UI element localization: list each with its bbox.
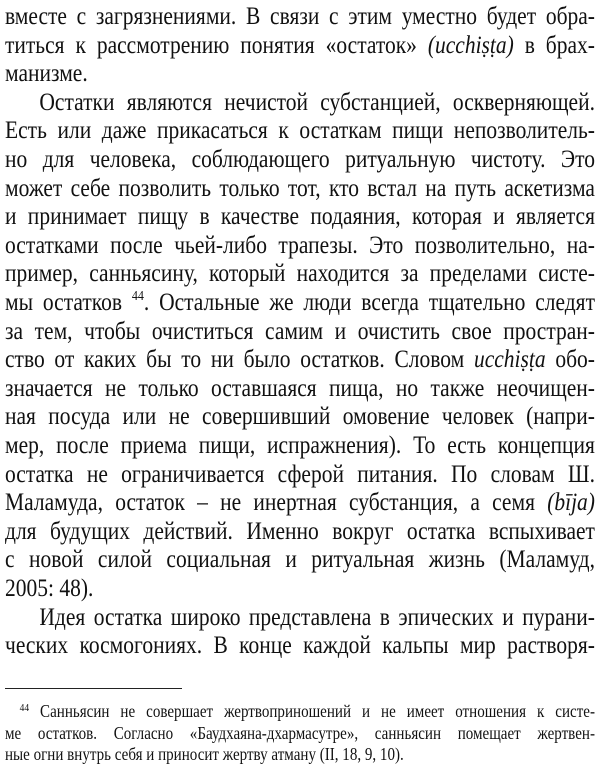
footnote-line xyxy=(5,743,595,765)
text-segment: мы остатков xyxy=(5,289,132,316)
text-segment: ме остатков. Согласно «Баудхаяна-дхармасутре», санньясин помещает жертвен- xyxy=(5,722,595,743)
text-segment: ная посуда или не совершивший омовение человек (напри- xyxy=(5,403,595,431)
text-segment: Идея остатка широко представлена в эпических и пурани- xyxy=(39,603,595,631)
text-line xyxy=(5,629,595,662)
footnote-line xyxy=(5,700,595,722)
text-segment: значается не только оставшаяся пища, но также неочищен- xyxy=(5,374,595,402)
text-segment: с новой силой социальная и ритуальная жизнь (Маламуд, xyxy=(5,546,595,574)
text-segment: ство от каких бы то ни было остатков. Словом xyxy=(5,346,474,374)
text-segment: и принимает пищу в качестве подаяния, которая и является xyxy=(5,203,595,231)
text-segment: Остатки являются нечистой субстанцией, оскверняющей. xyxy=(39,88,595,116)
text-segment: манизме. xyxy=(5,60,88,88)
text-segment: Санньясин не совершает жертвоприношений и не имеет отношения к систе- xyxy=(29,701,595,721)
italic-term: (ucchiṣṭa) xyxy=(427,31,514,59)
footnote-ref: 44 xyxy=(131,289,144,304)
text-segment: пример, санньясину, который находится за пределами систе- xyxy=(5,260,595,288)
text-segment: за тем, чтобы очиститься самим и очистить свое простран- xyxy=(5,317,595,345)
footnote-separator xyxy=(5,688,182,689)
footnote-ref: 44 xyxy=(19,702,30,714)
text-segment: титься к рассмотрению понятия «остаток» xyxy=(5,31,428,59)
text-segment: обо- xyxy=(545,346,595,374)
footnote-line xyxy=(5,722,595,744)
italic-term: ucchiṣṭa xyxy=(473,346,546,374)
text-segment: в брах- xyxy=(513,31,595,59)
text-segment: для будущих действий. Именно вокруг остатка вспыхивает xyxy=(5,517,595,545)
text-segment: Маламуда, остаток – не инертная субстанция, а семя xyxy=(5,489,548,517)
text-segment: может себе позволить только тот, кто встал на путь аскетизма xyxy=(5,174,595,202)
text-segment: . Остальные же люди всегда тщательно следят xyxy=(143,289,595,316)
text-segment: Есть или даже прикасаться к остаткам пищи непозволитель- xyxy=(5,117,595,145)
text-segment: но для человека, соблюдающего ритуальную чистоту. Это xyxy=(5,146,595,173)
text-segment: остатка не ограничивается сферой питания. По словам Ш. xyxy=(5,460,595,488)
text-segment: вместе с загрязнениями. В связи с этим уместно будет обра- xyxy=(5,3,595,30)
text-segment: остатками после чьей-либо трапезы. Это позволительно, на- xyxy=(5,231,595,259)
text-segment: ные огни внутрь себя и приносит жертву атману (II, 18, 9, 10). xyxy=(5,744,404,764)
text-segment: 2005: 48). xyxy=(5,575,94,602)
italic-term: (bīja) xyxy=(547,489,595,517)
text-segment: ческих космогониях. В конце каждой кальпы мир растворя- xyxy=(5,632,595,660)
text-segment: мер, после приема пищи, испражнения). То есть концепция xyxy=(5,432,595,459)
